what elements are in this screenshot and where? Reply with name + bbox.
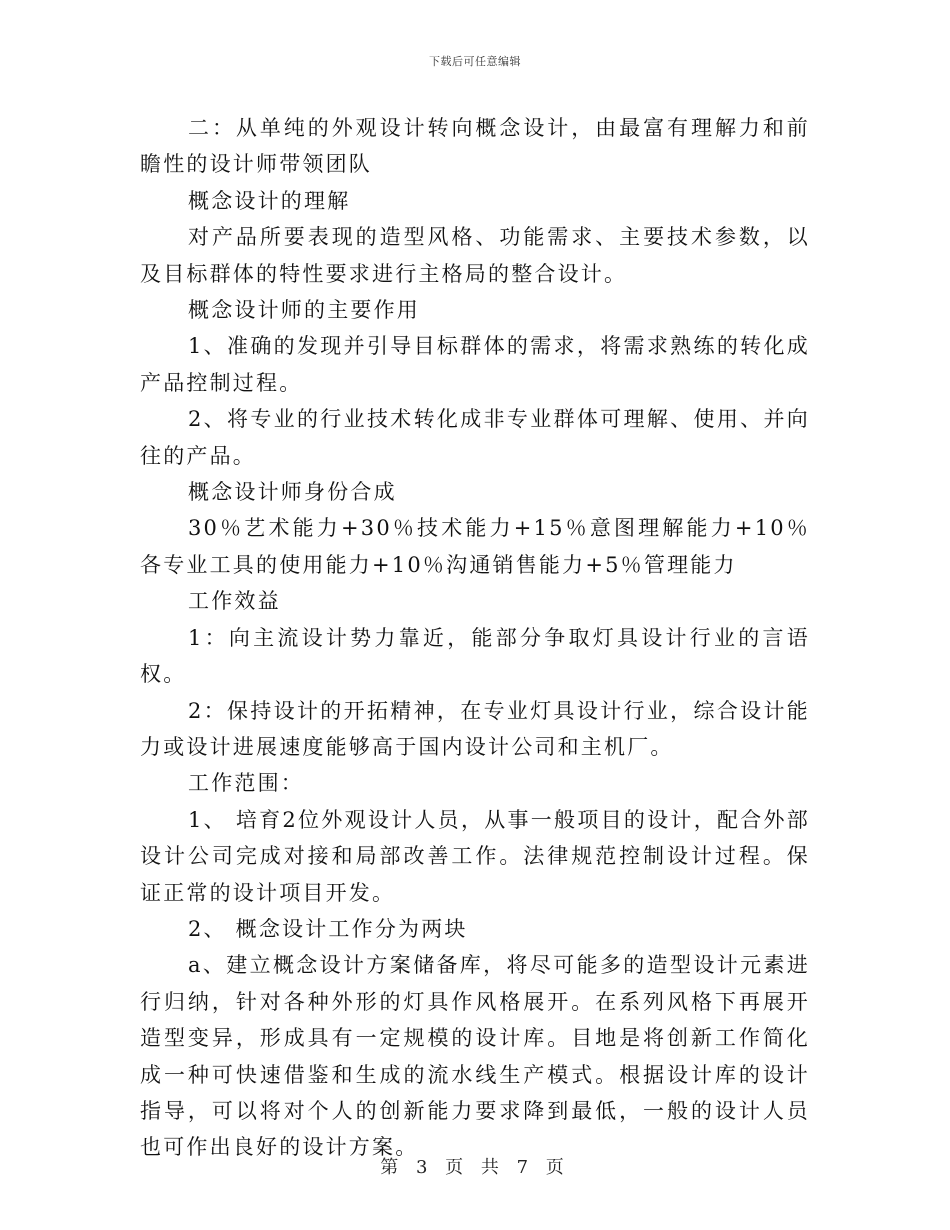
section-heading-understanding: 概念设计的理解 — [188, 188, 351, 213]
page-header: 下载后可任意编辑 — [429, 55, 521, 68]
section-heading-scope: 工作范围： — [188, 771, 304, 796]
list-item-scope-1: 1、 培育2位外观设计人员，从事一般项目的设计，配合外部设计公司完成对接和局部改善工作。法律规范控制设计过程。保证正常的设计项目开发。 — [140, 807, 810, 905]
list-item-role-1: 1、准确的发现并引导目标群体的需求，将需求熟练的转化成产品控制过程。 — [140, 334, 810, 395]
paragraph-scope-a: a、建立概念设计方案储备库，将尽可能多的造型设计元素进行归纳，针对各种外形的灯具作风格展开。在系列风格下再展开造型变异，形成具有一定规模的设计库。目地是将创新工作简化成一种可快速借鉴和生成的流水线生产模式。根据设计库的设计指导，可以将对个人的创新能力要求降到最低，一般的设计人员也可作出良好的设计方案。 — [140, 953, 810, 1160]
page-number: 第 3 页 共 7 页 — [380, 1157, 570, 1178]
section-heading-main-role: 概念设计师的主要作用 — [188, 298, 420, 323]
section-heading-benefits: 工作效益 — [188, 589, 281, 614]
document-body — [140, 110, 810, 1166]
section-heading-composition: 概念设计师身份合成 — [188, 480, 397, 505]
list-item-scope-2: 2、 概念设计工作分为两块 — [188, 916, 468, 941]
paragraph-composition: 30％艺术能力+30％技术能力+15％意图理解能力+10％各专业工具的使用能力+10％沟通销售能力+5％管理能力 — [140, 516, 810, 577]
list-item-benefit-2: 2：保持设计的开拓精神，在专业灯具设计行业，综合设计能力或设计进展速度能够高于国内设计公司和主机厂。 — [140, 698, 810, 759]
paragraph-understanding: 对产品所要表现的造型风格、功能需求、主要技术参数，以及目标群体的特性要求进行主格局的整合设计。 — [140, 225, 810, 286]
list-item-role-2: 2、将专业的行业技术转化成非专业群体可理解、使用、并向往的产品。 — [140, 407, 810, 468]
list-item-benefit-1: 1：向主流设计势力靠近，能部分争取灯具设计行业的言语权。 — [140, 625, 810, 687]
paragraph-heading-two: 二：从单纯的外观设计转向概念设计，由最富有理解力和前瞻性的设计师带领团队 — [140, 116, 810, 177]
